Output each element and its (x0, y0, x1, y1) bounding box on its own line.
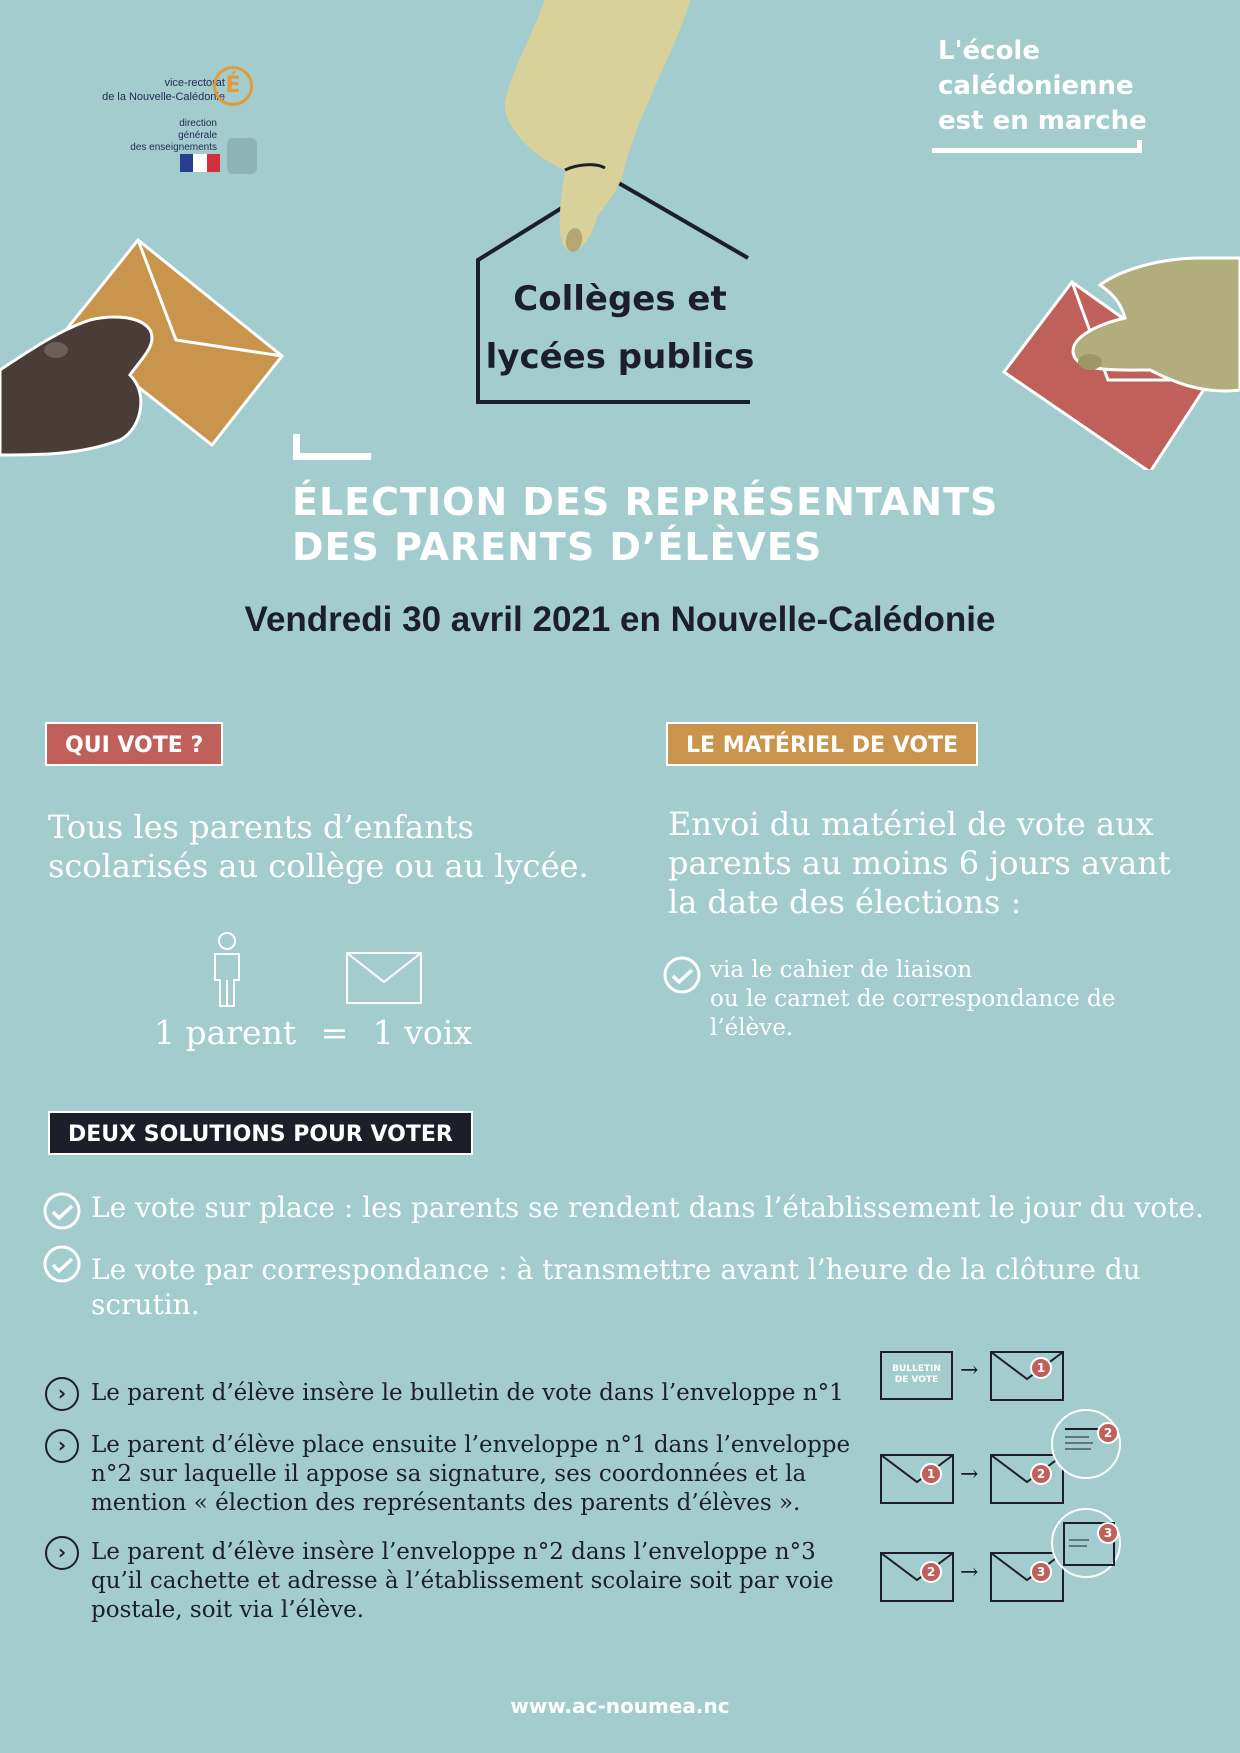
house-line-1: Collèges et (513, 279, 727, 319)
envelope-2-icon (990, 1454, 1064, 1504)
materiel-item-line-3: l’élève. (710, 1015, 794, 1041)
logo-e-mark: É (213, 66, 253, 106)
envelope-1-icon (880, 1454, 954, 1504)
slogan-line-2: calédonienne (938, 71, 1134, 101)
step-3-line-3: postale, soit via l’élève. (91, 1597, 365, 1623)
logo-line-3: direction (179, 118, 217, 129)
number-3-badge: 3 (1030, 1561, 1052, 1583)
person-icon (210, 932, 244, 1008)
vote-equation (154, 1013, 472, 1052)
check-circle-icon (662, 955, 702, 995)
number-2-badge: 2 (1030, 1463, 1052, 1485)
footer-url[interactable]: www.ac-noumea.nc (510, 1694, 730, 1718)
logo-line-4: générale (178, 130, 217, 141)
eq-left: 1 parent (154, 1013, 297, 1052)
chevron-right-circle-icon: › (45, 1429, 79, 1463)
number-3-badge: 3 (1097, 1522, 1119, 1544)
logo-line-1: vice-rectorat (164, 77, 225, 89)
chevron-right-circle-icon: › (45, 1377, 79, 1411)
step-1 (91, 1379, 844, 1408)
eq-right: 1 voix (372, 1013, 472, 1052)
materiel-item-line-2: ou le carnet de correspondance de (710, 986, 1116, 1012)
number-2-badge: 2 (1097, 1422, 1119, 1444)
materiel-text-line-1: Envoi du matériel de vote aux (668, 805, 1154, 843)
top-hand-icon (505, 0, 690, 251)
materiel-text-line-2: parents au moins 6 jours avant (668, 844, 1171, 882)
envelope-2-icon (880, 1552, 954, 1602)
check-circle-icon (42, 1191, 82, 1231)
step-1-line-1: Le parent d’élève insère le bulletin de vote dans l’enveloppe n°1 (91, 1380, 844, 1406)
solution-2-line-1: Le vote par correspondance : à transmettre avant l’heure de la clôture du (91, 1253, 1141, 1286)
envelope-3-zoom (1051, 1508, 1121, 1578)
election-date: Vendredi 30 avril 2021 en Nouvelle-Calédonie (244, 600, 996, 639)
step-2-line-1: Le parent d’élève place ensuite l’enveloppe n°1 dans l’enveloppe (91, 1432, 851, 1458)
hands-envelopes-illustration (0, 0, 1240, 470)
title-line-2: DES PARENTS D’ÉLÈVES (292, 525, 823, 569)
solution-2 (91, 1252, 1141, 1322)
house-label (470, 270, 770, 386)
envelope-diagram (875, 1340, 1135, 1620)
materiel-item-line-1: via le cahier de liaison (710, 957, 973, 983)
slogan-line-1: L'école (938, 36, 1040, 66)
check-circle-icon (42, 1244, 82, 1284)
envelope-icon (346, 952, 422, 1004)
solutions-tag: DEUX SOLUTIONS POUR VOTER (48, 1111, 473, 1155)
materiel-text (668, 805, 1171, 922)
envelope-3-icon (990, 1552, 1064, 1602)
solution-1: Le vote sur place : les parents se rendent dans l’établissement le jour du vote. (91, 1191, 1204, 1224)
slogan-line-3: est en marche (938, 106, 1147, 136)
logo-line-5: des enseignements (130, 142, 217, 153)
arrow-icon: → (960, 1358, 979, 1383)
title-bracket-horizontal (293, 453, 371, 460)
step-2-line-2: n°2 sur laquelle il appose sa signature, ses coordonnées et la (91, 1461, 807, 1487)
chevron-right-circle-icon: › (45, 1536, 79, 1570)
title-line-1: ÉLECTION DES REPRÉSENTANTS (292, 480, 999, 524)
logo-line-2: de la Nouvelle-Calédonie (102, 91, 225, 103)
step-2 (91, 1431, 850, 1518)
materiel-text-line-3: la date des élections : (668, 883, 1022, 921)
step-3-line-1: Le parent d’élève insère l’enveloppe n°2 dans l’enveloppe n°3 (91, 1539, 816, 1565)
number-1-badge: 1 (1030, 1357, 1052, 1379)
ballot-line-2: DE VOTE (894, 1375, 939, 1385)
election-title (292, 480, 998, 570)
materiel-tag: LE MATÉRIEL DE VOTE (666, 722, 978, 766)
number-1-badge: 1 (920, 1463, 942, 1485)
envelope-2-zoom (1051, 1409, 1121, 1479)
qui-vote-tag: QUI VOTE ? (45, 722, 223, 766)
qui-vote-text (48, 808, 589, 886)
house-line-2: lycées publics (485, 337, 755, 377)
materiel-item (710, 956, 1115, 1043)
qui-vote-text-line-1: Tous les parents d’enfants (48, 808, 474, 846)
solution-2-line-2: scrutin. (91, 1288, 200, 1321)
eq-sign: = (320, 1013, 349, 1052)
step-3 (91, 1538, 834, 1625)
number-2-badge: 2 (920, 1561, 942, 1583)
arrow-icon: → (960, 1560, 979, 1585)
arrow-icon: → (960, 1462, 979, 1487)
ballot-card (880, 1351, 953, 1400)
ballot-line-1: BULLETIN (892, 1364, 941, 1374)
qui-vote-text-line-2: scolarisés au collège ou au lycée. (48, 847, 589, 885)
step-3-line-2: qu’il cachette et adresse à l’établissement scolaire soit par voie (91, 1568, 834, 1594)
envelope-1-icon (990, 1351, 1064, 1401)
step-2-line-3: mention « élection des représentants des parents d’élèves ». (91, 1490, 801, 1516)
left-hand-icon (0, 317, 152, 455)
